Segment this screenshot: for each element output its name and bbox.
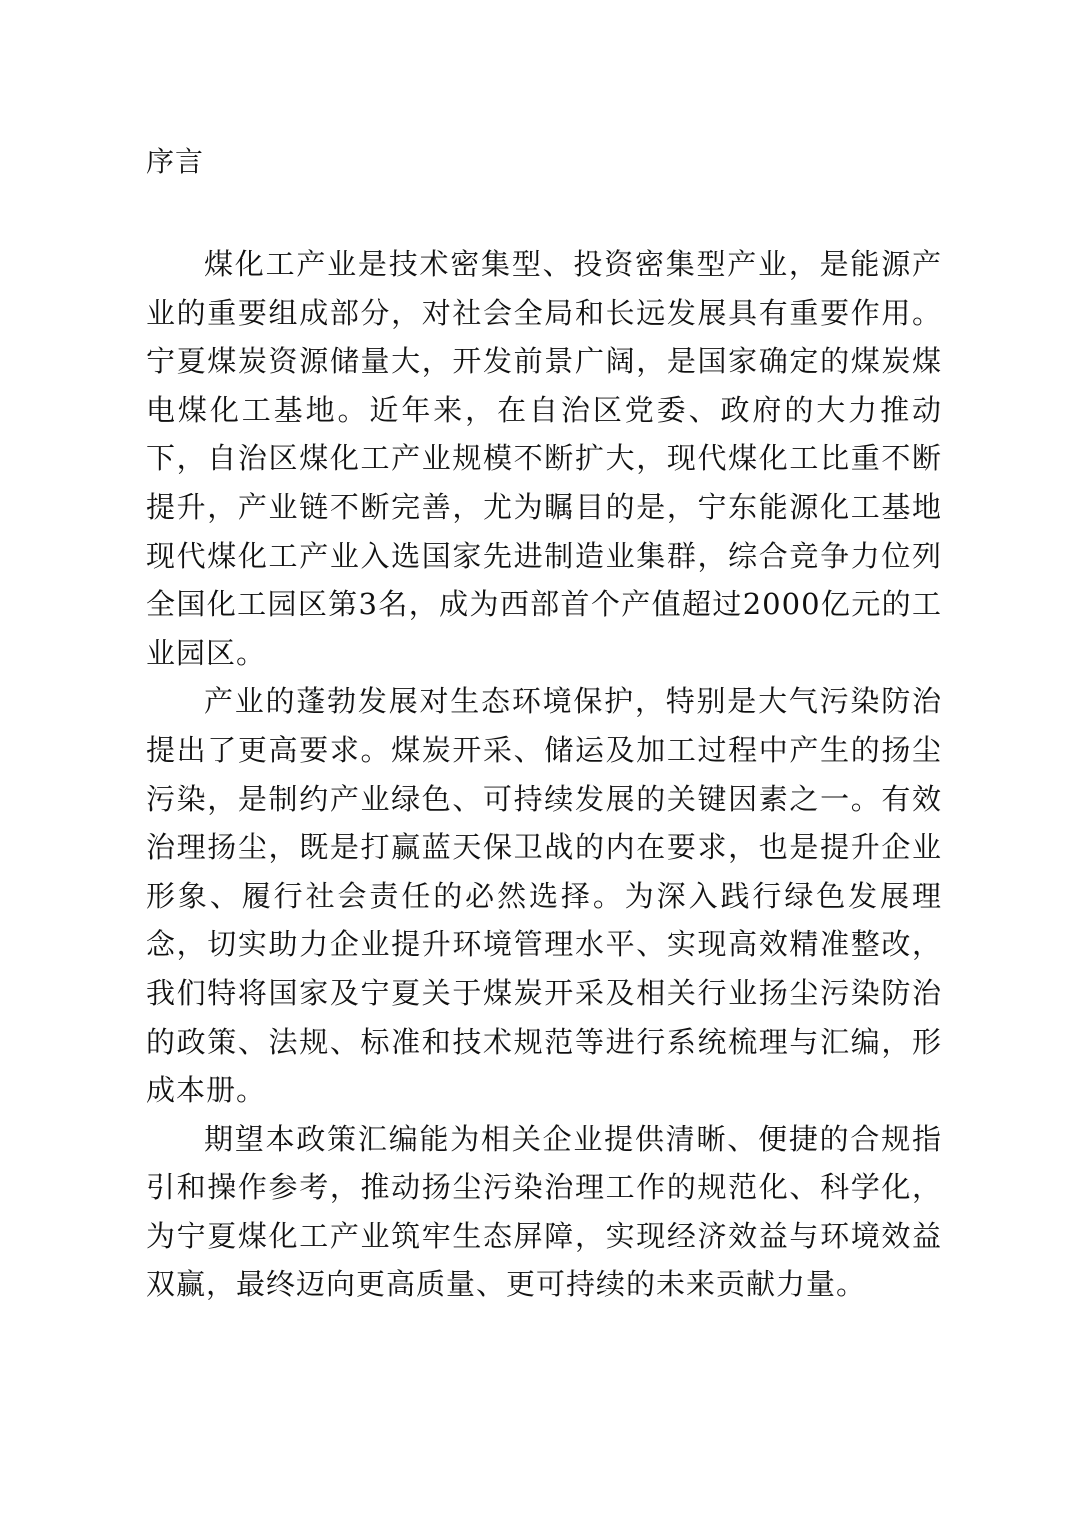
paragraph-2: 产业的蓬勃发展对生态环境保护，特别是大气污染防治提出了更高要求。煤炭开采、储运及加工过程中产生的扬尘污染，是制约产业绿色、可持续发展的关键因素之一。有效治理扬尘，既是打赢蓝天保卫战的内在要求，也是提升企业形象、履行社会责任的必然选择。为深入践行绿色发展理念，切实助力企业提升环境管理水平、实现高效精准整改，我们特将国家及宁夏关于煤炭开采及相关行业扬尘污染防治的政策、法规、标准和技术规范等进行系统梳理与汇编，形成本册。	[146, 684, 942, 1108]
body-text	[146, 240, 942, 1309]
paragraph-1: 煤化工产业是技术密集型、投资密集型产业，是能源产业的重要组成部分，对社会全局和长远发展具有重要作用。宁夏煤炭资源储量大，开发前景广阔，是国家确定的煤炭煤电煤化工基地。近年来，在自治区党委、政府的大力推动下，自治区煤化工产业规模不断扩大，现代煤化工比重不断提升，产业链不断完善，尤为瞩目的是，宁东能源化工基地现代煤化工产业入选国家先进制造业集群，综合竞争力位列全国化工园区第3名，成为西部首个产值超过2000亿元的工业园区。	[146, 247, 942, 670]
paragraph-3: 期望本政策汇编能为相关企业提供清晰、便捷的合规指引和操作参考，推动扬尘污染治理工作的规范化、科学化，为宁夏煤化工产业筑牢生态屏障，实现经济效益与环境效益双赢，最终迈向更高质量、更可持续的未来贡献力量。	[146, 1121, 942, 1302]
page-title: 序言	[146, 145, 205, 178]
